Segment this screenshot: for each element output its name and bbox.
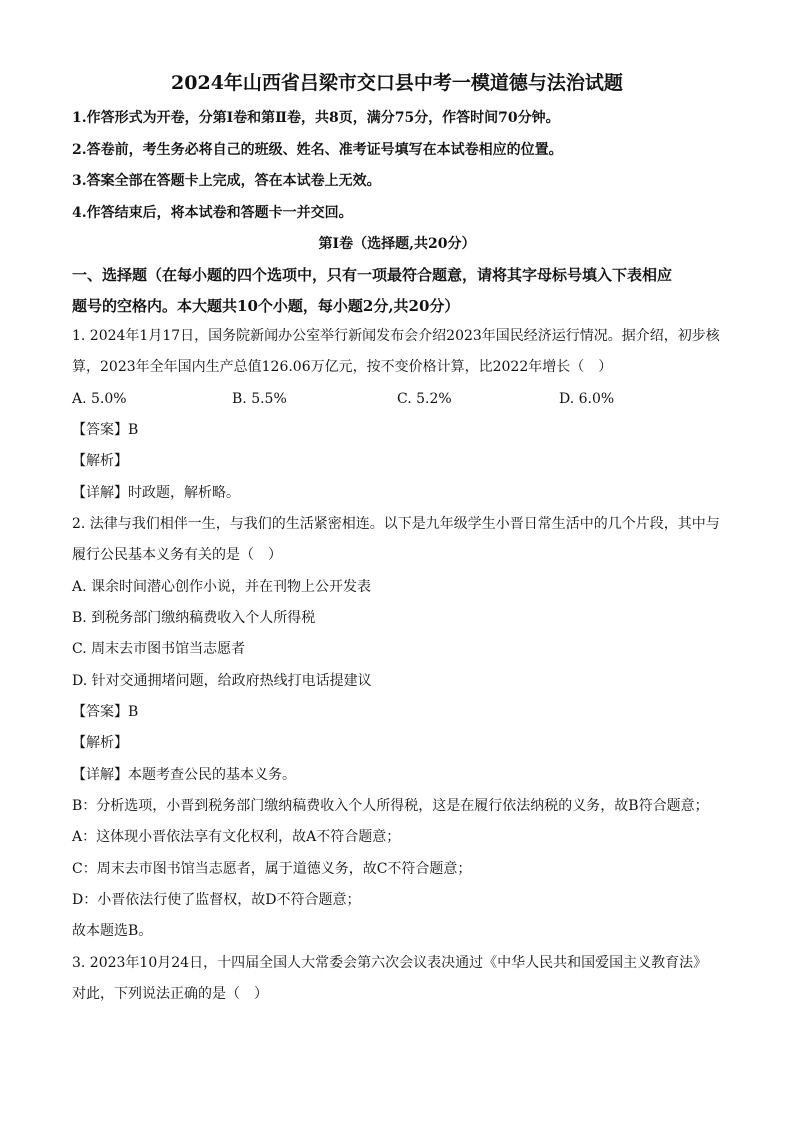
q2-option-a: A. 课余时间潜心创作小说，并在刊物上公开发表 [72, 579, 372, 595]
q3-stem-line-1: 3. 2023年10月24日，十四届全国人大常委会第六次会议表决通过《中华人民共和国爱国主义教育法》 [72, 955, 708, 971]
section-heading: 第Ⅰ卷（选择题,共20分） [318, 236, 476, 252]
q2-explanation-b: B：分析选项，小晋到税务部门缴纳稿费收入个人所得税，这是在履行依法纳税的义务，故B符合题意； [72, 798, 709, 814]
page-title: 2024年山西省吕梁市交口县中考一模道德与法治试题 [171, 72, 623, 94]
q1-stem-line-1: 1. 2024年1月17日，国务院新闻办公室举行新闻发布会介绍2023年国民经济运行情况。据介绍，初步核 [72, 328, 720, 344]
instruction-4: 4.作答结束后，将本试卷和答题卡一并交回。 [72, 205, 353, 221]
q2-option-c: C. 周末去市图书馆当志愿者 [72, 641, 246, 657]
q1-option-c: C. 5.2% [397, 391, 452, 407]
q2-option-b: B. 到税务部门缴纳稿费收入个人所得税 [72, 610, 316, 626]
q1-option-d: D. 6.0% [559, 391, 615, 407]
q2-stem-line-1: 2. 法律与我们相伴一生，与我们的生活紧密相连。以下是九年级学生小晋日常生活中的几个片段，其中与 [72, 516, 720, 532]
q1-option-b: B. 5.5% [232, 391, 287, 407]
q1-option-a: A. 5.0% [72, 391, 127, 407]
part-heading-line-2: 题号的空格内。本大题共10个小题，每小题2分,共20分） [72, 297, 460, 315]
q1-answer: 【答案】B [72, 422, 139, 438]
q2-option-d: D. 针对交通拥堵问题，给政府热线打电话提建议 [72, 673, 372, 689]
q2-stem-line-2: 履行公民基本义务有关的是（ ） [72, 547, 282, 563]
q1-stem-line-2: 算，2023年全年国内生产总值126.06万亿元，按不变价格计算，比2022年增长（ ） [72, 359, 613, 375]
q3-stem-line-2: 对此，下列说法正确的是（ ） [72, 986, 268, 1002]
instruction-2: 2.答卷前，考生务必将自己的班级、姓名、准考证号填写在本试卷相应的位置。 [72, 142, 563, 158]
part-heading-line-1: 一、选择题（在每小题的四个选项中，只有一项最符合题意，请将其字母标号填入下表相应 [72, 266, 673, 284]
q2-answer: 【答案】B [72, 704, 139, 720]
q2-conclusion: 故本题选B。 [72, 923, 153, 939]
q2-explanation-d: D：小晋依法行使了监督权，故D不符合题意； [72, 892, 361, 908]
q1-analysis: 【解析】 [72, 453, 128, 469]
q1-detail: 【详解】时政题，解析略。 [72, 485, 240, 501]
q2-explanation-a: A：这体现小晋依法享有文化权利，故A不符合题意； [72, 829, 401, 845]
q2-explanation-c: C：周末去市图书馆当志愿者，属于道德义务，故C不符合题意； [72, 861, 472, 877]
q2-detail: 【详解】本题考查公民的基本义务。 [72, 767, 296, 783]
instruction-1: 1.作答形式为开卷，分第Ⅰ卷和第Ⅱ卷，共8页，满分75分，作答时间70分钟。 [72, 110, 560, 126]
q2-analysis: 【解析】 [72, 735, 128, 751]
instruction-3: 3.答案全部在答题卡上完成，答在本试卷上无效。 [72, 173, 381, 189]
